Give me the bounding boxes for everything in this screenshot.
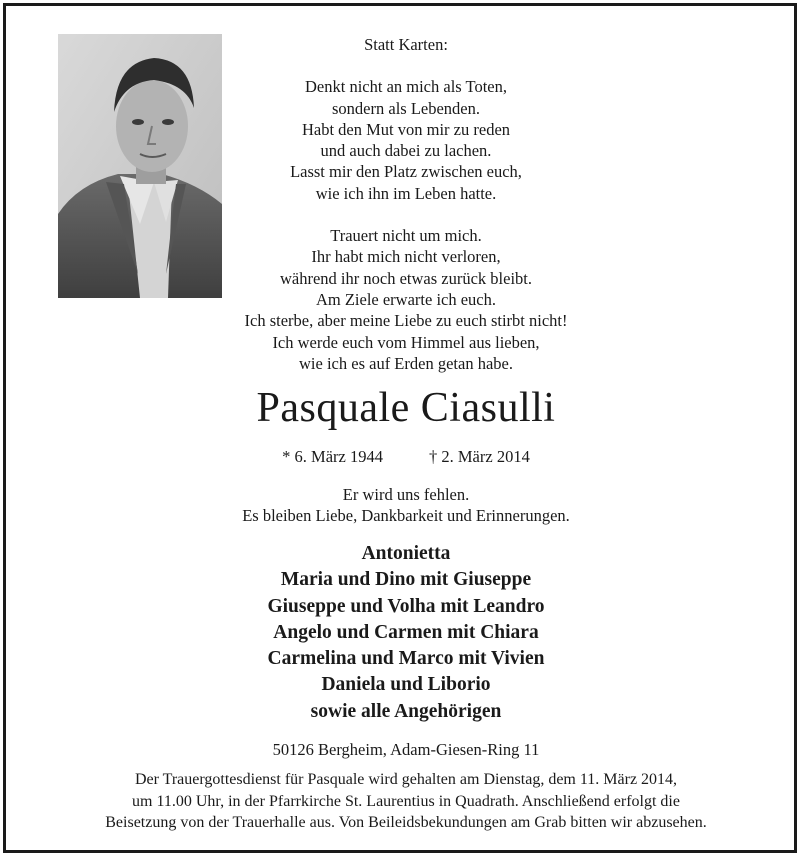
poem-line: Ich sterbe, aber meine Liebe zu euch stirbt nicht! [244, 311, 568, 331]
statt-karten-label: Statt Karten: [364, 35, 448, 54]
mourner: Daniela und Liborio [321, 674, 491, 696]
poem [226, 34, 586, 374]
poem-line: während ihr noch etwas zurück bleibt. [280, 268, 532, 288]
poem-line: Ich werde euch vom Himmel aus lieben, [272, 332, 540, 352]
life-dates [6, 446, 800, 468]
poem-line: Ihr habt mich nicht verloren, [311, 247, 501, 267]
remembrance-message [6, 484, 800, 526]
mourner: Carmelina und Marco mit Vivien [267, 648, 545, 670]
obituary-notice [3, 3, 797, 853]
service-line: um 11.00 Uhr, in der Pfarrkirche St. Laurentius in Quadrath. Anschließend erfolgt die [132, 792, 680, 810]
message-line: Es bleiben Liebe, Dankbarkeit und Erinnerungen. [242, 506, 570, 525]
deceased-name: Pasquale Ciasulli [256, 385, 556, 431]
poem-line: Habt den Mut von mir zu reden [301, 119, 511, 139]
mourner: Angelo und Carmen mit Chiara [273, 621, 539, 643]
message-line: Er wird uns fehlen. [342, 485, 470, 504]
poem-line: sondern als Lebenden. [332, 98, 480, 118]
service-line: Der Trauergottesdienst für Pasquale wird gehalten am Dienstag, dem 11. März 2014, [134, 771, 678, 788]
death-date: † 2. März 2014 [429, 447, 530, 466]
poem-line: Am Ziele erwarte ich euch. [315, 289, 497, 309]
portrait-photo [58, 34, 222, 298]
birth-date: * 6. März 1944 [282, 447, 383, 466]
poem-line: und auch dabei zu lachen. [320, 141, 492, 161]
service-details [6, 769, 800, 834]
mourner: Maria und Dino mit Giuseppe [280, 569, 532, 591]
mourner: sowie alle Angehörigen [310, 700, 502, 722]
service-line: Beisetzung von der Trauerhalle aus. Von Beileidsbekundungen am Grab bitten wir abzusehen. [105, 814, 707, 831]
poem-line: Trauert nicht um mich. [330, 226, 482, 246]
poem-line: Lasst mir den Platz zwischen euch, [290, 162, 522, 182]
mourner: Antonietta [361, 543, 451, 564]
poem-line: wie ich es auf Erden getan habe. [299, 353, 513, 373]
poem-line: Denkt nicht an mich als Toten, [305, 77, 507, 97]
family-address: 50126 Bergheim, Adam-Giesen-Ring 11 [272, 740, 540, 759]
poem-line: wie ich ihn im Leben hatte. [315, 183, 497, 203]
mourner: Giuseppe und Volha mit Leandro [267, 595, 545, 617]
mourners-list [6, 541, 800, 725]
